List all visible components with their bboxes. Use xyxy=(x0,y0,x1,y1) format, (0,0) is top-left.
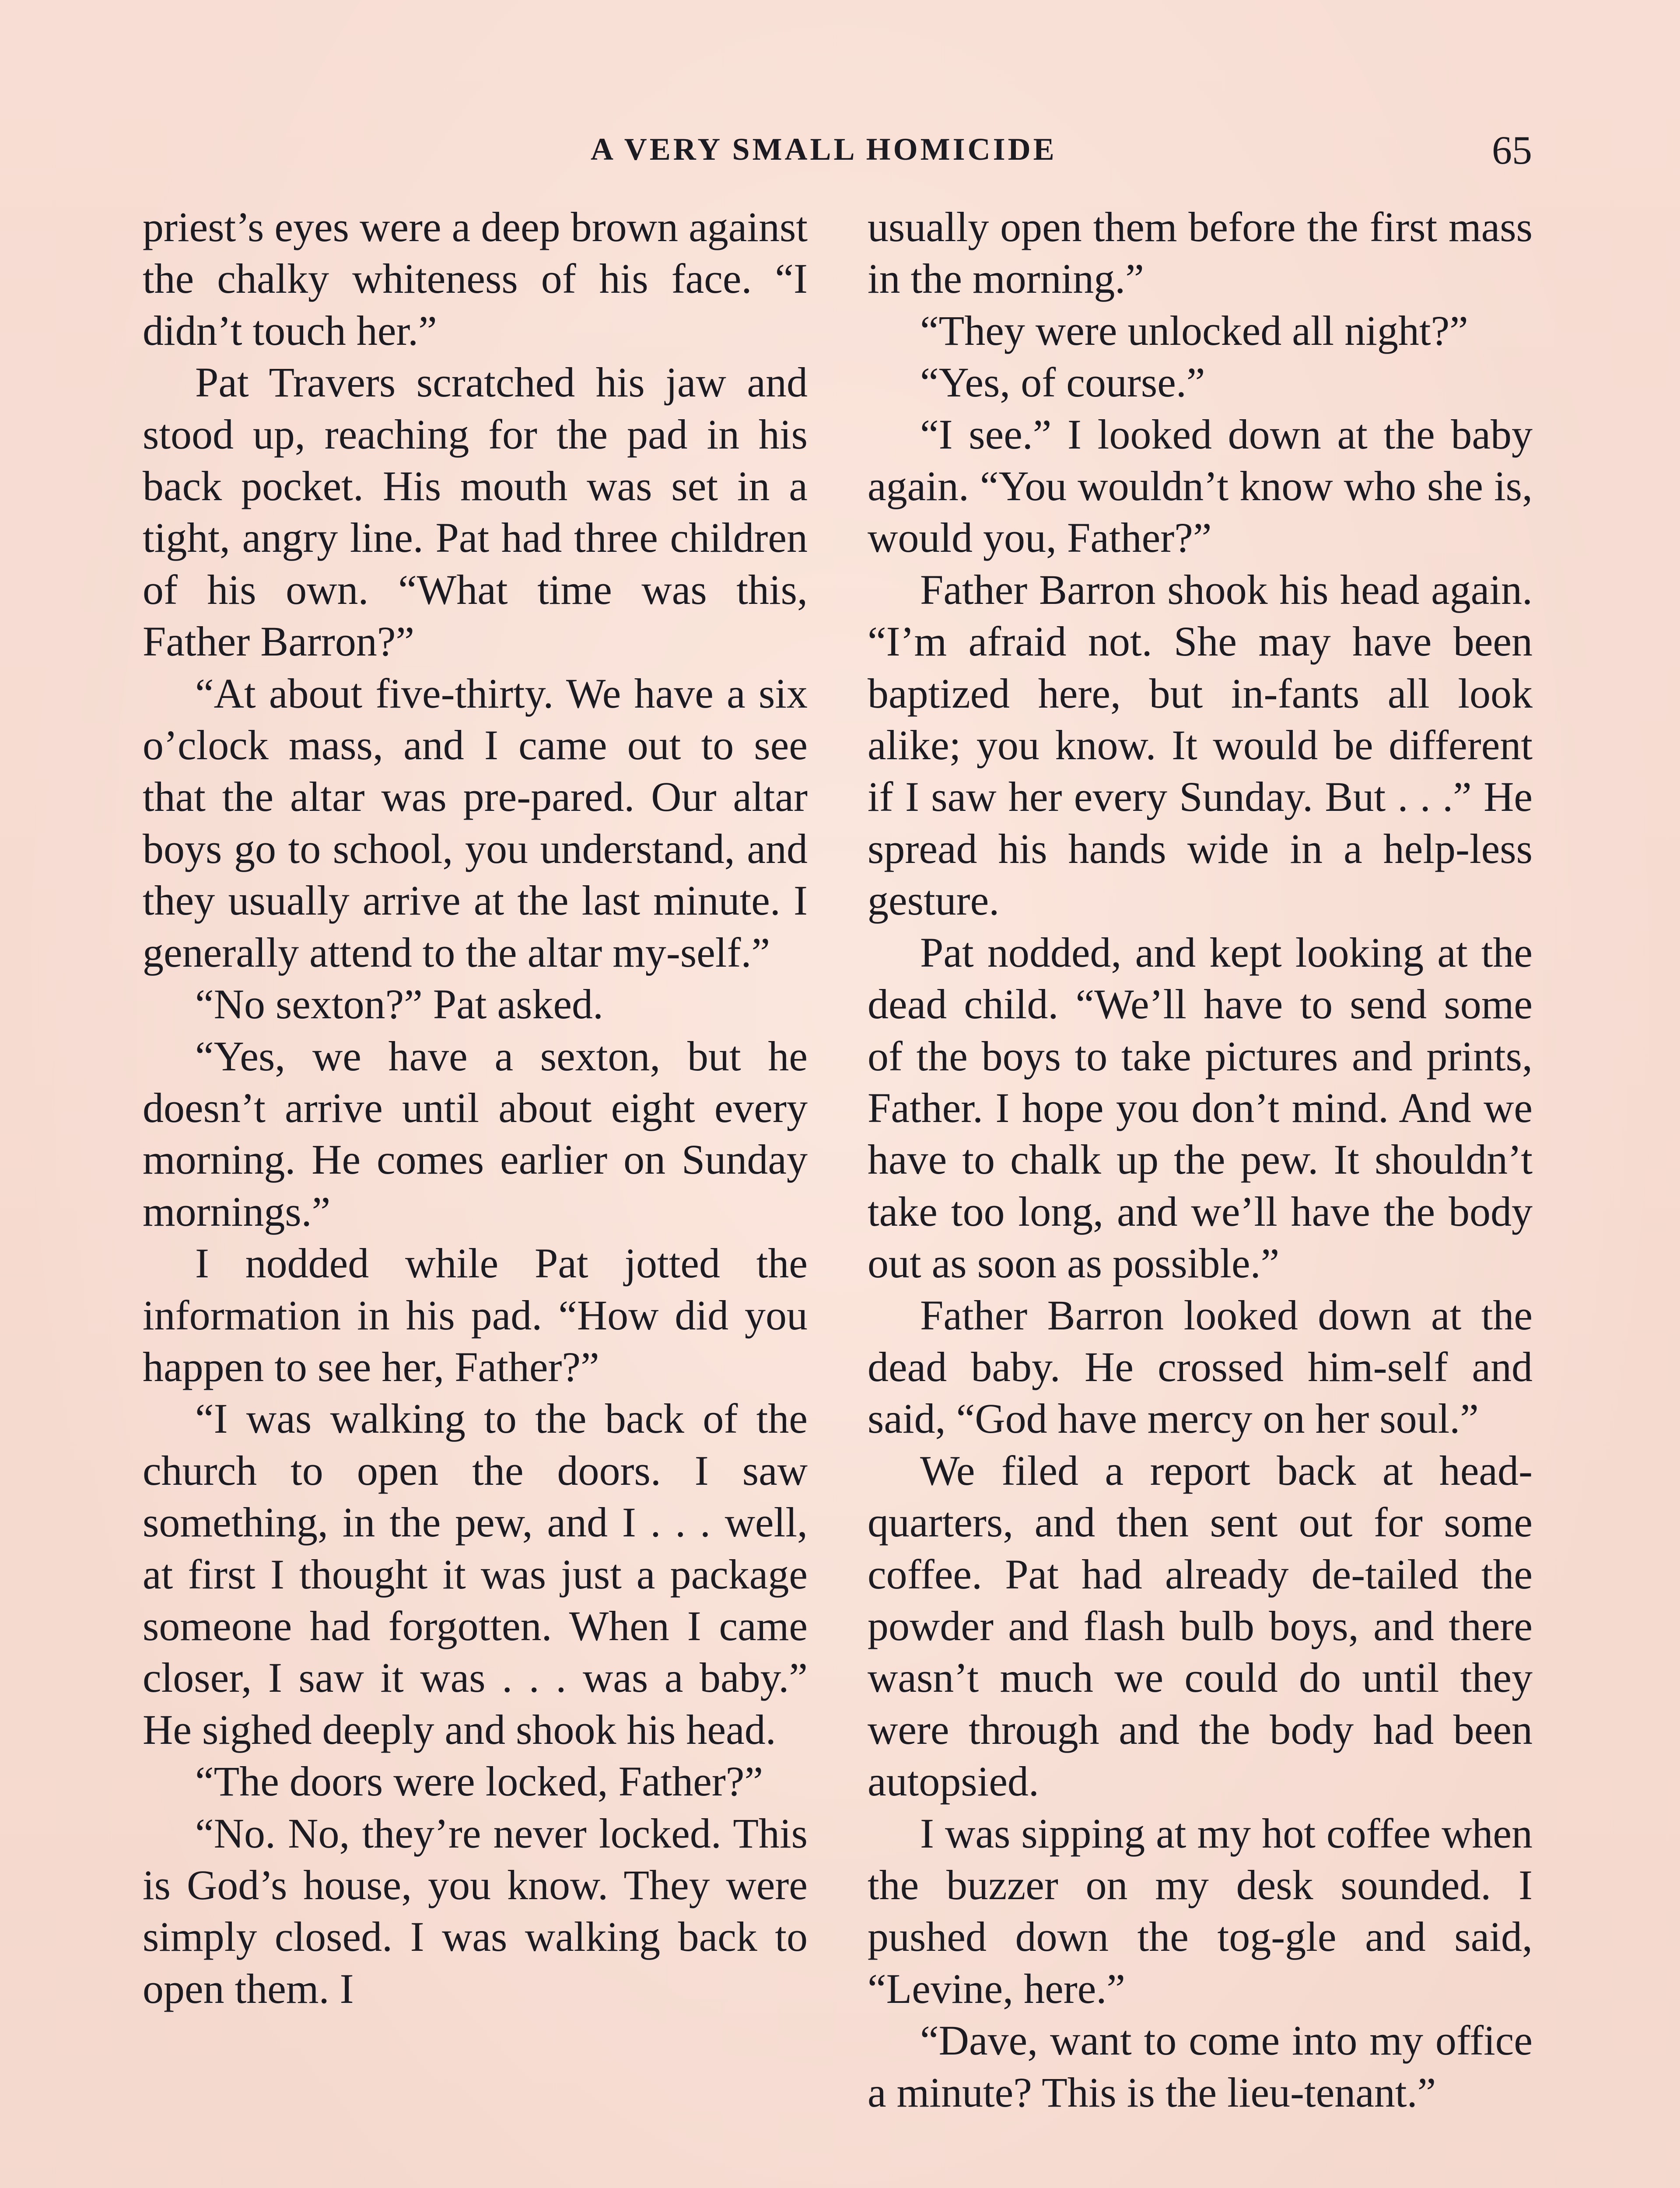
paragraph: “Yes, we have a sexton, but he doesn’t arrive until about eight every morning. He comes earlier on Sunday mornings.” xyxy=(143,1032,808,1235)
paragraph: I was sipping at my hot coffee when the buzzer on my desk sounded. I pushed down the tog-gle and said, “Levine, here.” xyxy=(868,1809,1533,2012)
paragraph: Pat Travers scratched his jaw and stood up, reaching for the pad in his back pocket. His mouth was set in a tight, angry line. Pat had three children of his own. “What time was this, Father Barron?” xyxy=(143,359,808,665)
paragraph: “The doors were locked, Father?” xyxy=(195,1758,763,1805)
paragraph: “At about five-thirty. We have a six o’clock mass, and I came out to see that the altar was pre-pared. Our altar boys go to school, you understand, and they usually arrive at the last minute. I generally attend to the altar my-self.” xyxy=(143,670,808,976)
paragraph: “No. No, they’re never locked. This is God’s house, you know. They were simply closed. I was walking back to open them. I xyxy=(143,1809,808,2012)
paragraph: “Yes, of course.” xyxy=(920,359,1205,406)
right-column xyxy=(868,201,1533,2118)
paragraph: priest’s eyes were a deep brown against the chalky whiteness of his face. “I didn’t touch her.” xyxy=(143,203,808,354)
paragraph: I nodded while Pat jotted the information in his pad. “How did you happen to see her, Father?” xyxy=(143,1240,808,1390)
paragraph: “I was walking to the back of the church to open the doors. I saw something, in the pew, and I . . . well, at first I thought it was just a package someone had forgotten. When I came closer, I saw it was . . . was a baby.” He sighed deeply and shook his head. xyxy=(143,1395,808,1753)
running-title: A VERY SMALL HOMICIDE xyxy=(591,132,1057,167)
paragraph: “No sexton?” Pat asked. xyxy=(195,981,604,1028)
paragraph: Pat nodded, and kept looking at the dead child. “We’ll have to send some of the boys to take pictures and prints, Father. I hope you don’t mind. And we have to chalk up the pew. It shouldn’t take too long, and we’ll have the body out as soon as possible.” xyxy=(868,929,1533,1287)
paragraph: Father Barron looked down at the dead baby. He crossed him-self and said, “God have mercy on her soul.” xyxy=(868,1291,1533,1442)
left-column xyxy=(143,201,808,2015)
paragraph: We filed a report back at head-quarters, and then sent out for some coffee. Pat had already de-tailed the powder and flash bulb boys, and there wasn’t much we could do until they were through and the body had been autopsied. xyxy=(868,1447,1533,1805)
paragraph: usually open them before the first mass in the morning.” xyxy=(868,203,1533,302)
page-number: 65 xyxy=(1492,128,1532,172)
paragraph: “I see.” I looked down at the baby again. “You wouldn’t know who she is, would you, Father?” xyxy=(868,410,1533,561)
paragraph: “Dave, want to come into my office a minute? This is the lieu-tenant.” xyxy=(868,2017,1533,2116)
paragraph: “They were unlocked all night?” xyxy=(920,307,1468,354)
paragraph: Father Barron shook his head again. “I’m afraid not. She may have been baptized here, but in-fants all look alike; you know. It would be different if I saw her every Sunday. But . . .” He spread his hands wide in a help-less gesture. xyxy=(868,566,1533,924)
